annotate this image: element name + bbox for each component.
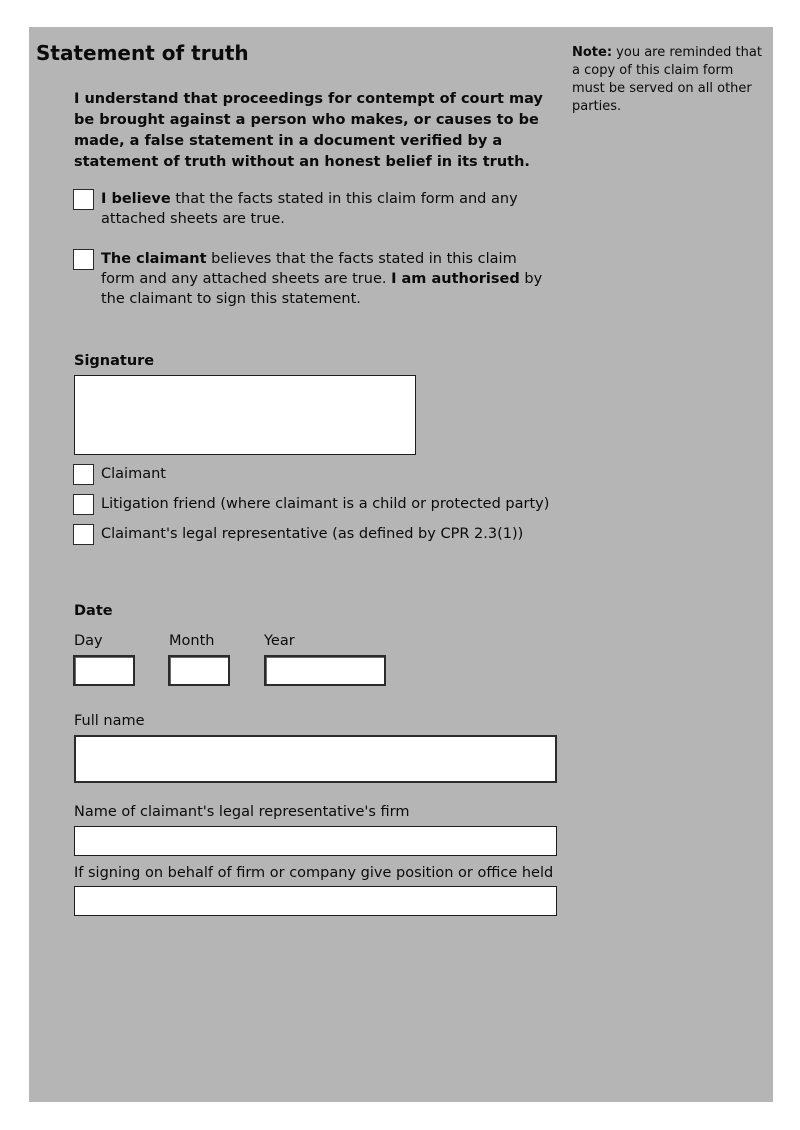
role-litigation-friend-label: Litigation friend (where claimant is a child or protected party)	[101, 496, 550, 512]
i-believe-text	[101, 189, 551, 229]
claimant-believes-rest: believes that the facts stated in this claim form and any attached sheets are true.	[101, 251, 517, 287]
position-label: If signing on behalf of firm or company give position or office held	[74, 865, 554, 881]
note-text	[572, 44, 767, 116]
year-input[interactable]	[264, 655, 386, 686]
full-name-input[interactable]	[74, 735, 557, 783]
firm-label: Name of claimant's legal representative's firm	[74, 804, 410, 820]
month-label: Month	[169, 633, 215, 649]
i-believe-rest: that the facts stated in this claim form and any attached sheets are true.	[101, 191, 518, 227]
month-input[interactable]	[168, 655, 230, 686]
claimant-believes-text	[101, 249, 551, 309]
full-name-label: Full name	[74, 713, 145, 729]
claimant-believes-checkbox[interactable]	[73, 249, 94, 270]
signature-label: Signature	[74, 353, 155, 369]
role-litigation-friend-checkbox[interactable]	[73, 494, 94, 515]
i-believe-bold: I believe	[101, 191, 171, 207]
i-believe-checkbox[interactable]	[73, 189, 94, 210]
day-input[interactable]	[73, 655, 135, 686]
year-label: Year	[264, 633, 295, 649]
claimant-bold: The claimant	[101, 251, 207, 267]
role-claimant-label: Claimant	[101, 466, 166, 482]
note-label: Note:	[572, 45, 613, 60]
role-claimant-checkbox[interactable]	[73, 464, 94, 485]
signature-box[interactable]	[74, 375, 416, 455]
role-legal-rep-label: Claimant's legal representative (as defined by CPR 2.3(1))	[101, 526, 524, 542]
day-label: Day	[74, 633, 103, 649]
date-label: Date	[74, 603, 113, 619]
section-title: Statement of truth	[36, 41, 249, 65]
position-input[interactable]	[74, 886, 557, 916]
note-body: you are reminded that a copy of this claim form must be served on all other parties.	[572, 45, 762, 114]
role-legal-rep-checkbox[interactable]	[73, 524, 94, 545]
contempt-warning: I understand that proceedings for contempt of court may be brought against a person who makes, or causes to be made, a false statement in a document verified by a statement of truth without an honest belief in its truth.	[74, 91, 543, 170]
authorised-bold: I am authorised	[391, 271, 520, 287]
firm-input[interactable]	[74, 826, 557, 856]
authorised-rest: by the claimant to sign this statement.	[101, 271, 543, 307]
